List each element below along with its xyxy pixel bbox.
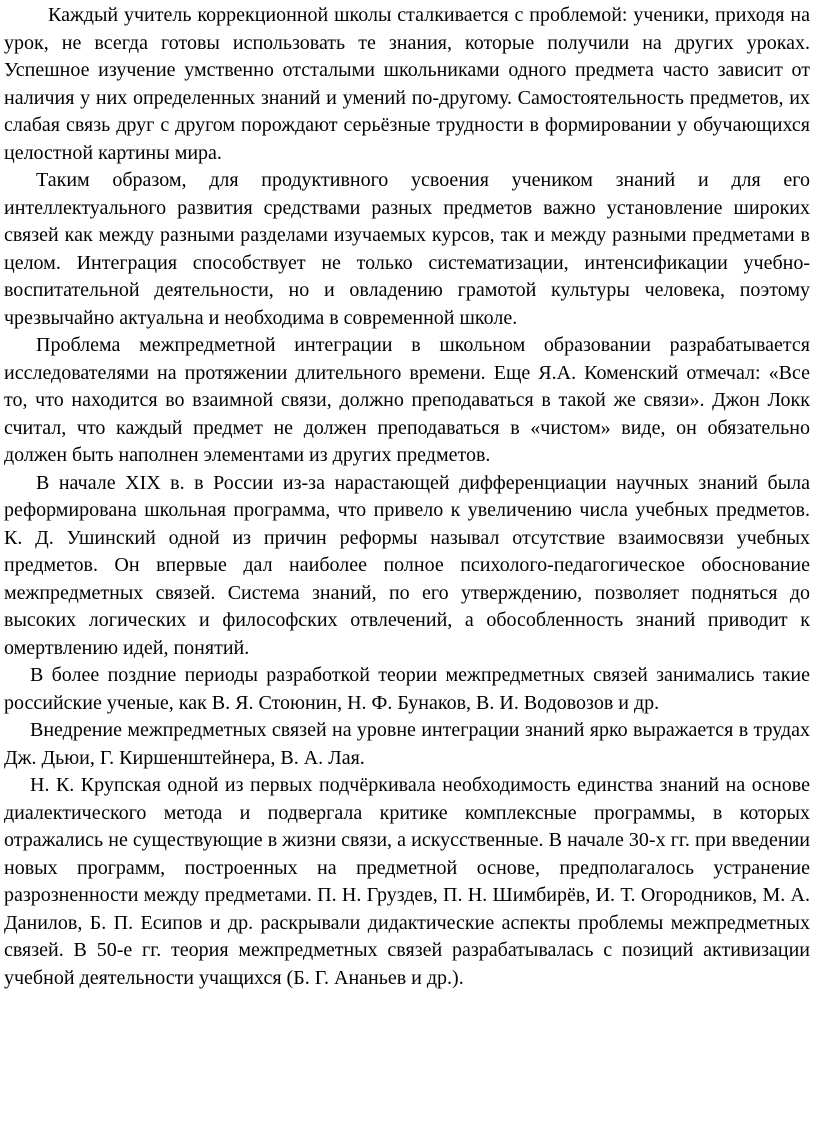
paragraph-4: В начале XIX в. в России из-за нарастающей дифференциации научных знаний была реформирована школьная программа, что привело к увеличению числа учебных предметов. К. Д. Ушинский одной из причин реформы называл отсутствие взаимосвязи учебных предметов. Он впервые дал наиболее полное психолого-педагогическое обоснование межпредметных связей. Система знаний, по его утверждению, позволяет подняться до высоких логических и философских отвлечений, а обособленность знаний приводит к омертвлению идей, понятий. (4, 471, 810, 659)
paragraph-7: Н. К. Крупская одной из первых подчёркивала необходимость единства знаний на основе диалектического метода и подвергала критике комплексные программы, в которых отражались не существующие в жизни связи, а искусственные. В начале 30-х гг. при введении новых программ, построенных на предметной основе, предполагалось устранение разрозненности между предметами. П. Н. Груздев, П. Н. Шимбирёв, И. Т. Огородников, М. А. Данилов, Б. П. Есипов и др. раскрывали дидактические аспекты проблемы межпредметных связей. В 50-е гг. теория межпредметных связей разрабатывалась с позиций активизации учебной деятельности учащихся (Б. Г. Ананьев и др.). (4, 774, 810, 989)
paragraph-6: Внедрение межпредметных связей на уровне интеграции знаний ярко выражается в трудах Дж. Дьюи, Г. Киршенштейнера, В. А. Лая. (4, 719, 810, 769)
paragraph-1: Каждый учитель коррекционной школы сталкивается с проблемой: ученики, приходя на урок, не всегда готовы использовать те знания, которые получили на других уроках. Успешное изучение умственно отсталыми школьниками одного предмета часто зависит от наличия у них определенных знаний и умений по-другому. Самостоятельность предметов, их слабая связь друг с другом порождают серьёзные трудности в формировании у обучающихся целостной картины мира. (4, 4, 810, 164)
paragraph-3: Проблема межпредметной интеграции в школьном образовании разрабатывается исследователями на протяжении длительного времени. Еще Я.А. Коменский отмечал: «Все то, что находится во взаимной связи, должно преподаваться в такой же связи». Джон Локк считал, что каждый предмет не должен преподаваться в «чистом» виде, он обязательно должен быть наполнен элементами из других предметов. (4, 334, 810, 466)
paragraph-5: В более поздние периоды разработкой теории межпредметных связей занимались такие российские ученые, как В. Я. Стоюнин, Н. Ф. Бунаков, В. И. Водовозов и др. (4, 664, 810, 714)
paragraph-2: Таким образом, для продуктивного усвоения учеником знаний и для его интеллектуального развития средствами разных предметов важно установление широких связей как между разными разделами изучаемых курсов, так и между разными предметами в целом. Интеграция способствует не только систематизации, интенсификации учебно-воспитательной деятельности, но и овладению грамотой культуры человека, поэтому чрезвычайно актуальна и необходима в современной школе. (4, 169, 810, 329)
